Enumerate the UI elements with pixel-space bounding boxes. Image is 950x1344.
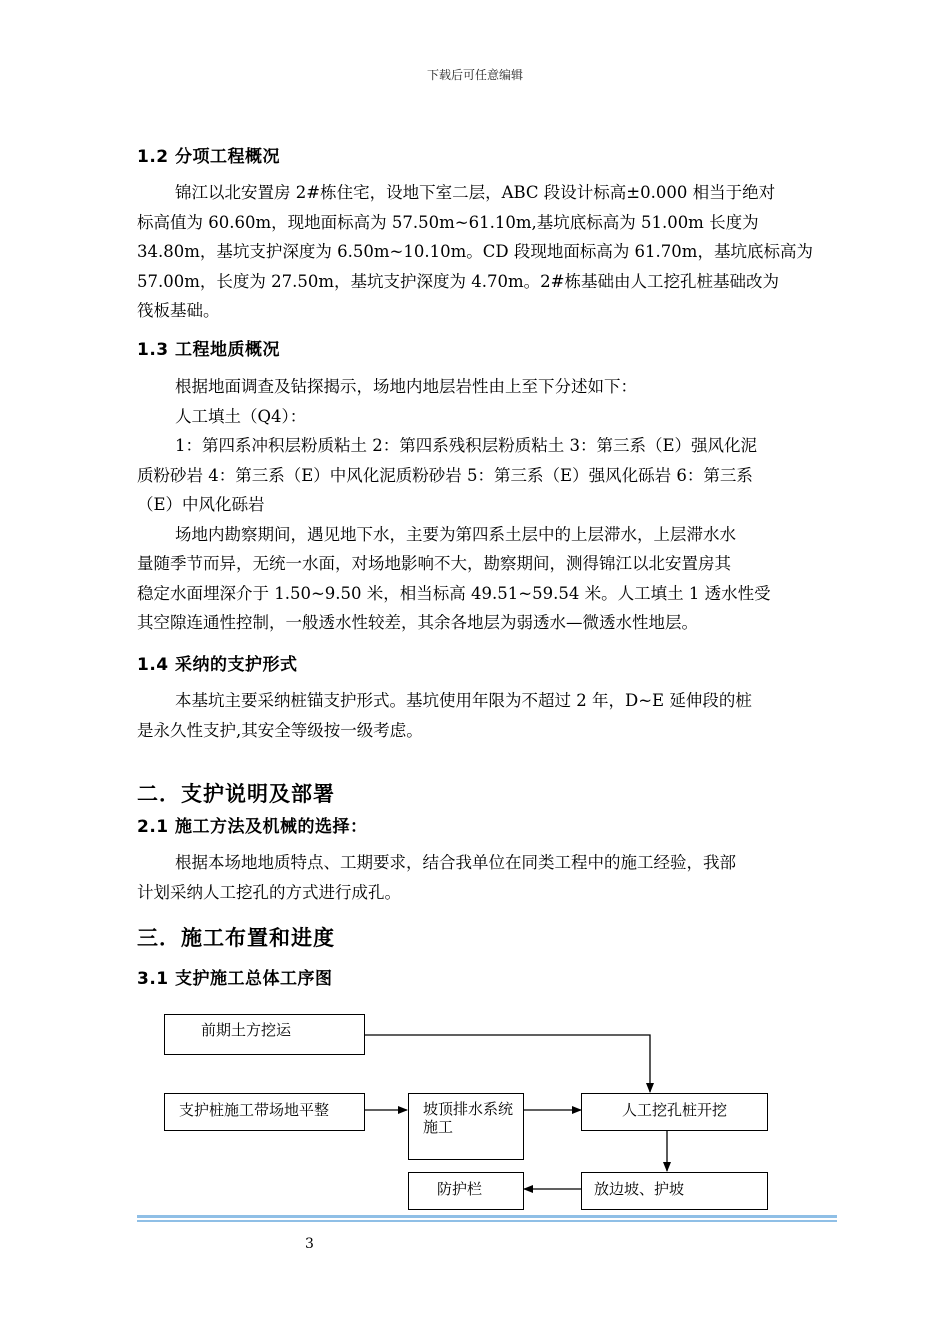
chapter-3-title: 三．施工布置和进度: [137, 926, 335, 950]
s12-line-4: 57.00m，长度为 27.50m，基坑支护深度为 4.70m。2#栋基础由人工挖孔桩基础改为: [137, 271, 779, 291]
footer-rule-thin: [137, 1220, 837, 1222]
section-2-1-title: 2.1 施工方法及机械的选择：: [137, 817, 368, 837]
section-1-2-title: 1.2 分项工程概况: [137, 147, 281, 167]
page-number: 3: [305, 1236, 314, 1252]
s13-p2: 人工填土（Q4）：: [175, 406, 307, 426]
flow-box-pile-excavation: 人工挖孔桩开挖: [581, 1093, 768, 1131]
section-1-3-title: 1.3 工程地质概况: [137, 340, 281, 360]
s14-line-2: 是永久性支护,其安全等级按一级考虑。: [137, 720, 423, 740]
s13-p3-line-2: 质粉砂岩 4：第三系（E）中风化泥质粉砂岩 5：第三系（E）强风化砾岩 6：第三系: [137, 465, 753, 485]
chapter-2-title: 二．支护说明及部署: [137, 782, 335, 806]
s13-p4-line-3: 稳定水面埋深介于 1.50~9.50 米，相当标高 49.51~59.54 米。人工填土 1 透水性受: [137, 583, 771, 603]
s12-line-5: 筏板基础。: [137, 301, 220, 320]
s21-line-2: 计划采纳人工挖孔的方式进行成孔。: [137, 882, 401, 902]
s13-p4-line-4: 其空隙连通性控制，一般透水性较差，其余各地层为弱透水—微透水性地层。: [137, 613, 698, 632]
s13-p4-line-1: 场地内勘察期间，遇见地下水，主要为第四系土层中的上层滞水，上层滞水水: [175, 524, 736, 544]
s14-line-1: 本基坑主要采纳桩锚支护形式。基坑使用年限为不超过 2 年，D~E 延伸段的桩: [175, 691, 752, 710]
flow-box-pile-construction: 支护桩施工带场地平整: [164, 1093, 365, 1131]
flow-box-slope-protection: 放边坡、护坡: [581, 1172, 768, 1210]
flow-box-drainage: 坡顶排水系统施工: [408, 1093, 524, 1160]
s12-line-1: 锦江以北安置房 2#栋住宅，设地下室二层，ABC 段设计标高±0.000 相当于绝对: [175, 183, 776, 202]
section-1-4-title: 1.4 采纳的支护形式: [137, 655, 298, 675]
section-3-1-title: 3.1 支护施工总体工序图: [137, 969, 333, 989]
footer-rule: [137, 1215, 837, 1218]
s13-p1: 根据地面调查及钻探揭示，场地内地层岩性由上至下分述如下：: [175, 377, 637, 396]
arrow-box1-to-box4: [365, 1035, 650, 1092]
s12-line-3: 34.80m，基坑支护深度为 6.50m~10.10m。CD 段现地面标高为 61.70m，基坑底标高为: [137, 242, 813, 261]
s12-line-2: 标高值为 60.60m，现地面标高为 57.50m~61.10m,基坑底标高为 51.00m 长度为: [137, 212, 759, 232]
page-header: 下载后可任意编辑: [426, 68, 523, 82]
s21-line-1: 根据本场地地质特点、工期要求，结合我单位在同类工程中的施工经验，我部: [175, 853, 736, 872]
flow-box-guardrail: 防护栏: [408, 1172, 524, 1210]
s13-p3-line-1: 1：第四系冲积层粉质粘土 2：第四系残积层粉质粘土 3：第三系（E）强风化泥: [175, 436, 758, 455]
s13-p4-line-2: 量随季节而异，无统一水面，对场地影响不大，勘察期间，测得锦江以北安置房其: [137, 554, 731, 573]
s13-p3-line-3: （E）中风化砾岩: [137, 495, 265, 514]
flow-box-earthwork: 前期土方挖运: [164, 1014, 365, 1055]
